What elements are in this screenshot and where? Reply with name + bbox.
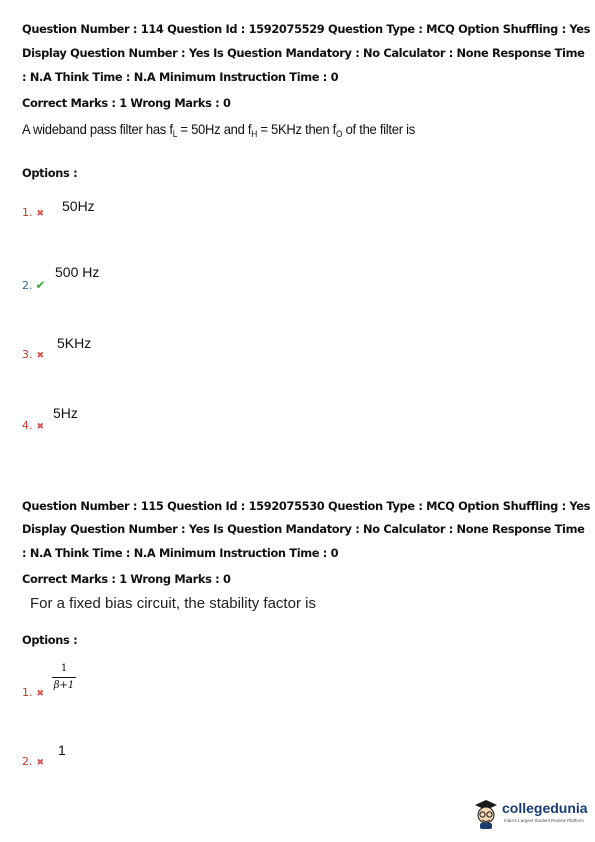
fraction-denominator: β+1 [53,680,75,691]
q114-marks: Correct Marks : 1 Wrong Marks : 0 [22,96,231,110]
q115-question-text: For a fixed bias circuit, the stability factor is [30,595,316,612]
q114-option-2-text: 500 Hz [55,264,100,280]
q114-meta-line-2: Display Question Number : Yes Is Question Mandatory : No Calculator : None Response Time [22,46,585,60]
correct-check-icon: ✔ [35,278,46,292]
wrong-mark-icon: ✖ [36,758,45,768]
q114-option-1-text: 50Hz [62,198,95,214]
q114-option-2-number: 2. ✔ [22,278,46,292]
q115-meta-line-3: : N.A Think Time : N.A Minimum Instruction Time : 0 [22,546,339,560]
mascot-icon [472,797,500,829]
q115-meta-line-2: Display Question Number : Yes Is Question Mandatory : No Calculator : None Response Time [22,522,585,536]
q114-option-1-number: 1. ✖ [22,206,45,219]
q114-options-label: Options : [22,166,78,180]
q114-option-3-text: 5KHz [57,335,92,351]
q115-meta-line-1: Question Number : 115 Question Id : 1592075530 Question Type : MCQ Option Shuffling : Yes [22,499,591,513]
q114-option-3-number: 3. ✖ [22,348,45,361]
q115-option-1-number: 1. ✖ [22,686,45,699]
logo-wordmark: collegedunia [502,800,588,816]
wrong-mark-icon: ✖ [36,422,45,432]
q114-option-4-text: 5Hz [53,405,78,421]
q114-question-text: A wideband pass filter has $f_L = 50Hz$ and $f_H = 5KHz$ then $f_O$ of the filter is [22,121,415,139]
q114-meta-line-3: : N.A Think Time : N.A Minimum Instruction Time : 0 [22,70,339,84]
q114-option-4-number: 4. ✖ [22,419,45,432]
q115-options-label: Options : [22,633,78,647]
fraction-numerator: 1 [60,663,68,674]
wrong-mark-icon: ✖ [36,351,45,361]
q115-marks: Correct Marks : 1 Wrong Marks : 0 [22,572,231,586]
q115-option-1-fraction [52,664,76,691]
logo-tagline: India's Largest Student Review Platform [504,818,584,823]
collegedunia-logo [472,797,592,831]
q115-option-2-number: 2. ✖ [22,755,45,768]
q115-option-2-text: 1 [58,742,66,758]
wrong-mark-icon: ✖ [36,209,45,219]
q114-meta-line-1: Question Number : 114 Question Id : 1592075529 Question Type : MCQ Option Shuffling : Yes [22,22,591,36]
wrong-mark-icon: ✖ [36,689,45,699]
